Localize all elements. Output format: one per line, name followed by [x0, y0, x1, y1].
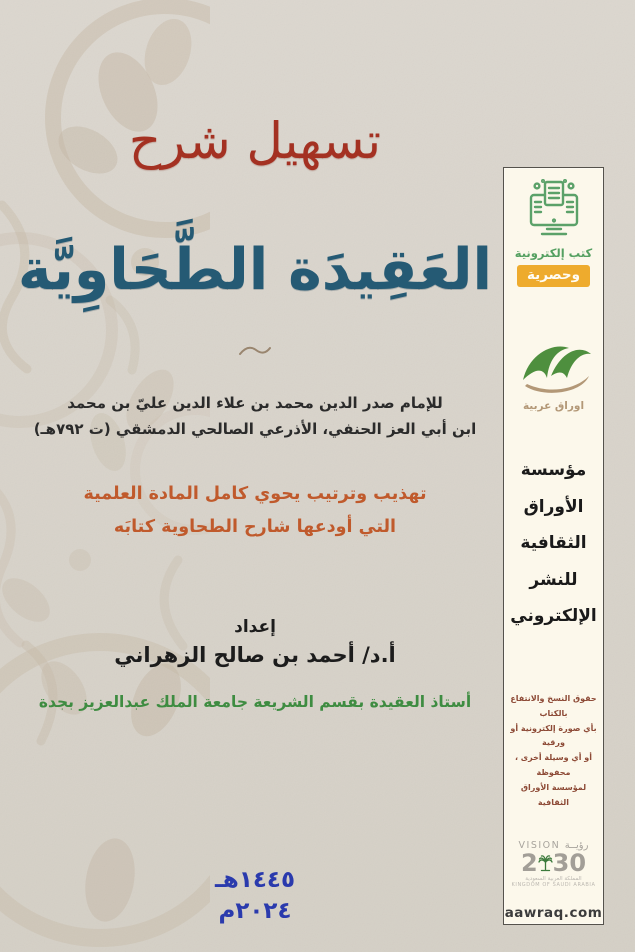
ebook-icon-wrap: [504, 177, 603, 243]
publisher-name-line: للنشر: [529, 569, 578, 590]
vision-year: [504, 851, 603, 876]
year-gregorian: ٢٠٢٤م: [218, 898, 292, 924]
vision-year-right: 30: [552, 849, 587, 877]
calligraphy-flourish-icon: [238, 342, 272, 358]
saudi-palm-emblem-icon: [538, 854, 553, 872]
ebook-label: كتب إلكترونية: [514, 246, 593, 260]
copyright-notice: [504, 692, 603, 810]
publisher-name-line: الإلكتروني: [510, 606, 597, 627]
main-title-calligraphy: العَقِيدَة الطَّحَاوِيَّة: [17, 237, 493, 303]
copyright-line: بأي صورة إلكترونية أو ورقية: [510, 723, 597, 748]
publisher-name: [504, 452, 603, 635]
publisher-name-line: الثقافية: [520, 533, 587, 554]
series-title: تسهيل شرح: [128, 112, 382, 170]
vision-country-english: KINGDOM OF SAUDI ARABIA: [511, 882, 596, 889]
awraq-logo-wrap: [504, 336, 603, 400]
publisher-name-line: الأوراق: [523, 496, 584, 517]
publisher-sidebar: [503, 167, 604, 925]
awraq-logo-text: اوراق عربية: [522, 400, 585, 412]
exclusive-badge: وحصرية: [517, 265, 590, 287]
author-line-2: ابن أبي العز الحنفي، الأذرعي الصالحي الدمشقي (ت ٧٩٢هـ): [33, 420, 477, 439]
vision-year-left: 2: [520, 849, 538, 877]
awraq-logo-icon: [513, 336, 595, 396]
ebook-monitor-icon: [522, 177, 586, 239]
vision-arabic-text: رؤيــة: [564, 840, 589, 851]
vision-country-arabic: المملكة العربية السعودية: [525, 876, 582, 883]
description-line-1: تهذيب وترتيب يحوي كامل المادة العلمية: [83, 484, 427, 504]
vision-text: VISION: [518, 840, 561, 851]
publisher-name-line: مؤسسة: [520, 460, 587, 480]
year-hijri: ١٤٤٥هـ: [215, 867, 295, 893]
vision-2030-logo: [504, 840, 603, 888]
prepared-by-label: إعداد: [234, 617, 276, 637]
author-line-1: للإمام صدر الدين محمد بن علاء الدين عليّ بن محمد: [67, 394, 443, 412]
preparer-title: أستاذ العقيدة بقسم الشريعة جامعة الملك عبدالعزيز بجدة: [38, 693, 472, 711]
edition-description: [20, 478, 490, 545]
description-line-2: التي أودعها شارح الطحاوية كتابَه: [113, 517, 397, 538]
preparer-name: أ.د/ أحمد بن صالح الزهراني: [114, 643, 396, 667]
copyright-line: حقوق النسخ والانتفاع بالكتاب: [510, 694, 597, 718]
exclusive-badge-wrap: [504, 264, 603, 287]
publisher-website: aawraq.com: [504, 905, 603, 921]
copyright-line: لمؤسسة الأوراق الثقافية: [520, 782, 587, 807]
copyright-line: أو أي وسيلة أخرى ، محفوظة: [514, 753, 592, 777]
author-attribution: [20, 390, 490, 443]
